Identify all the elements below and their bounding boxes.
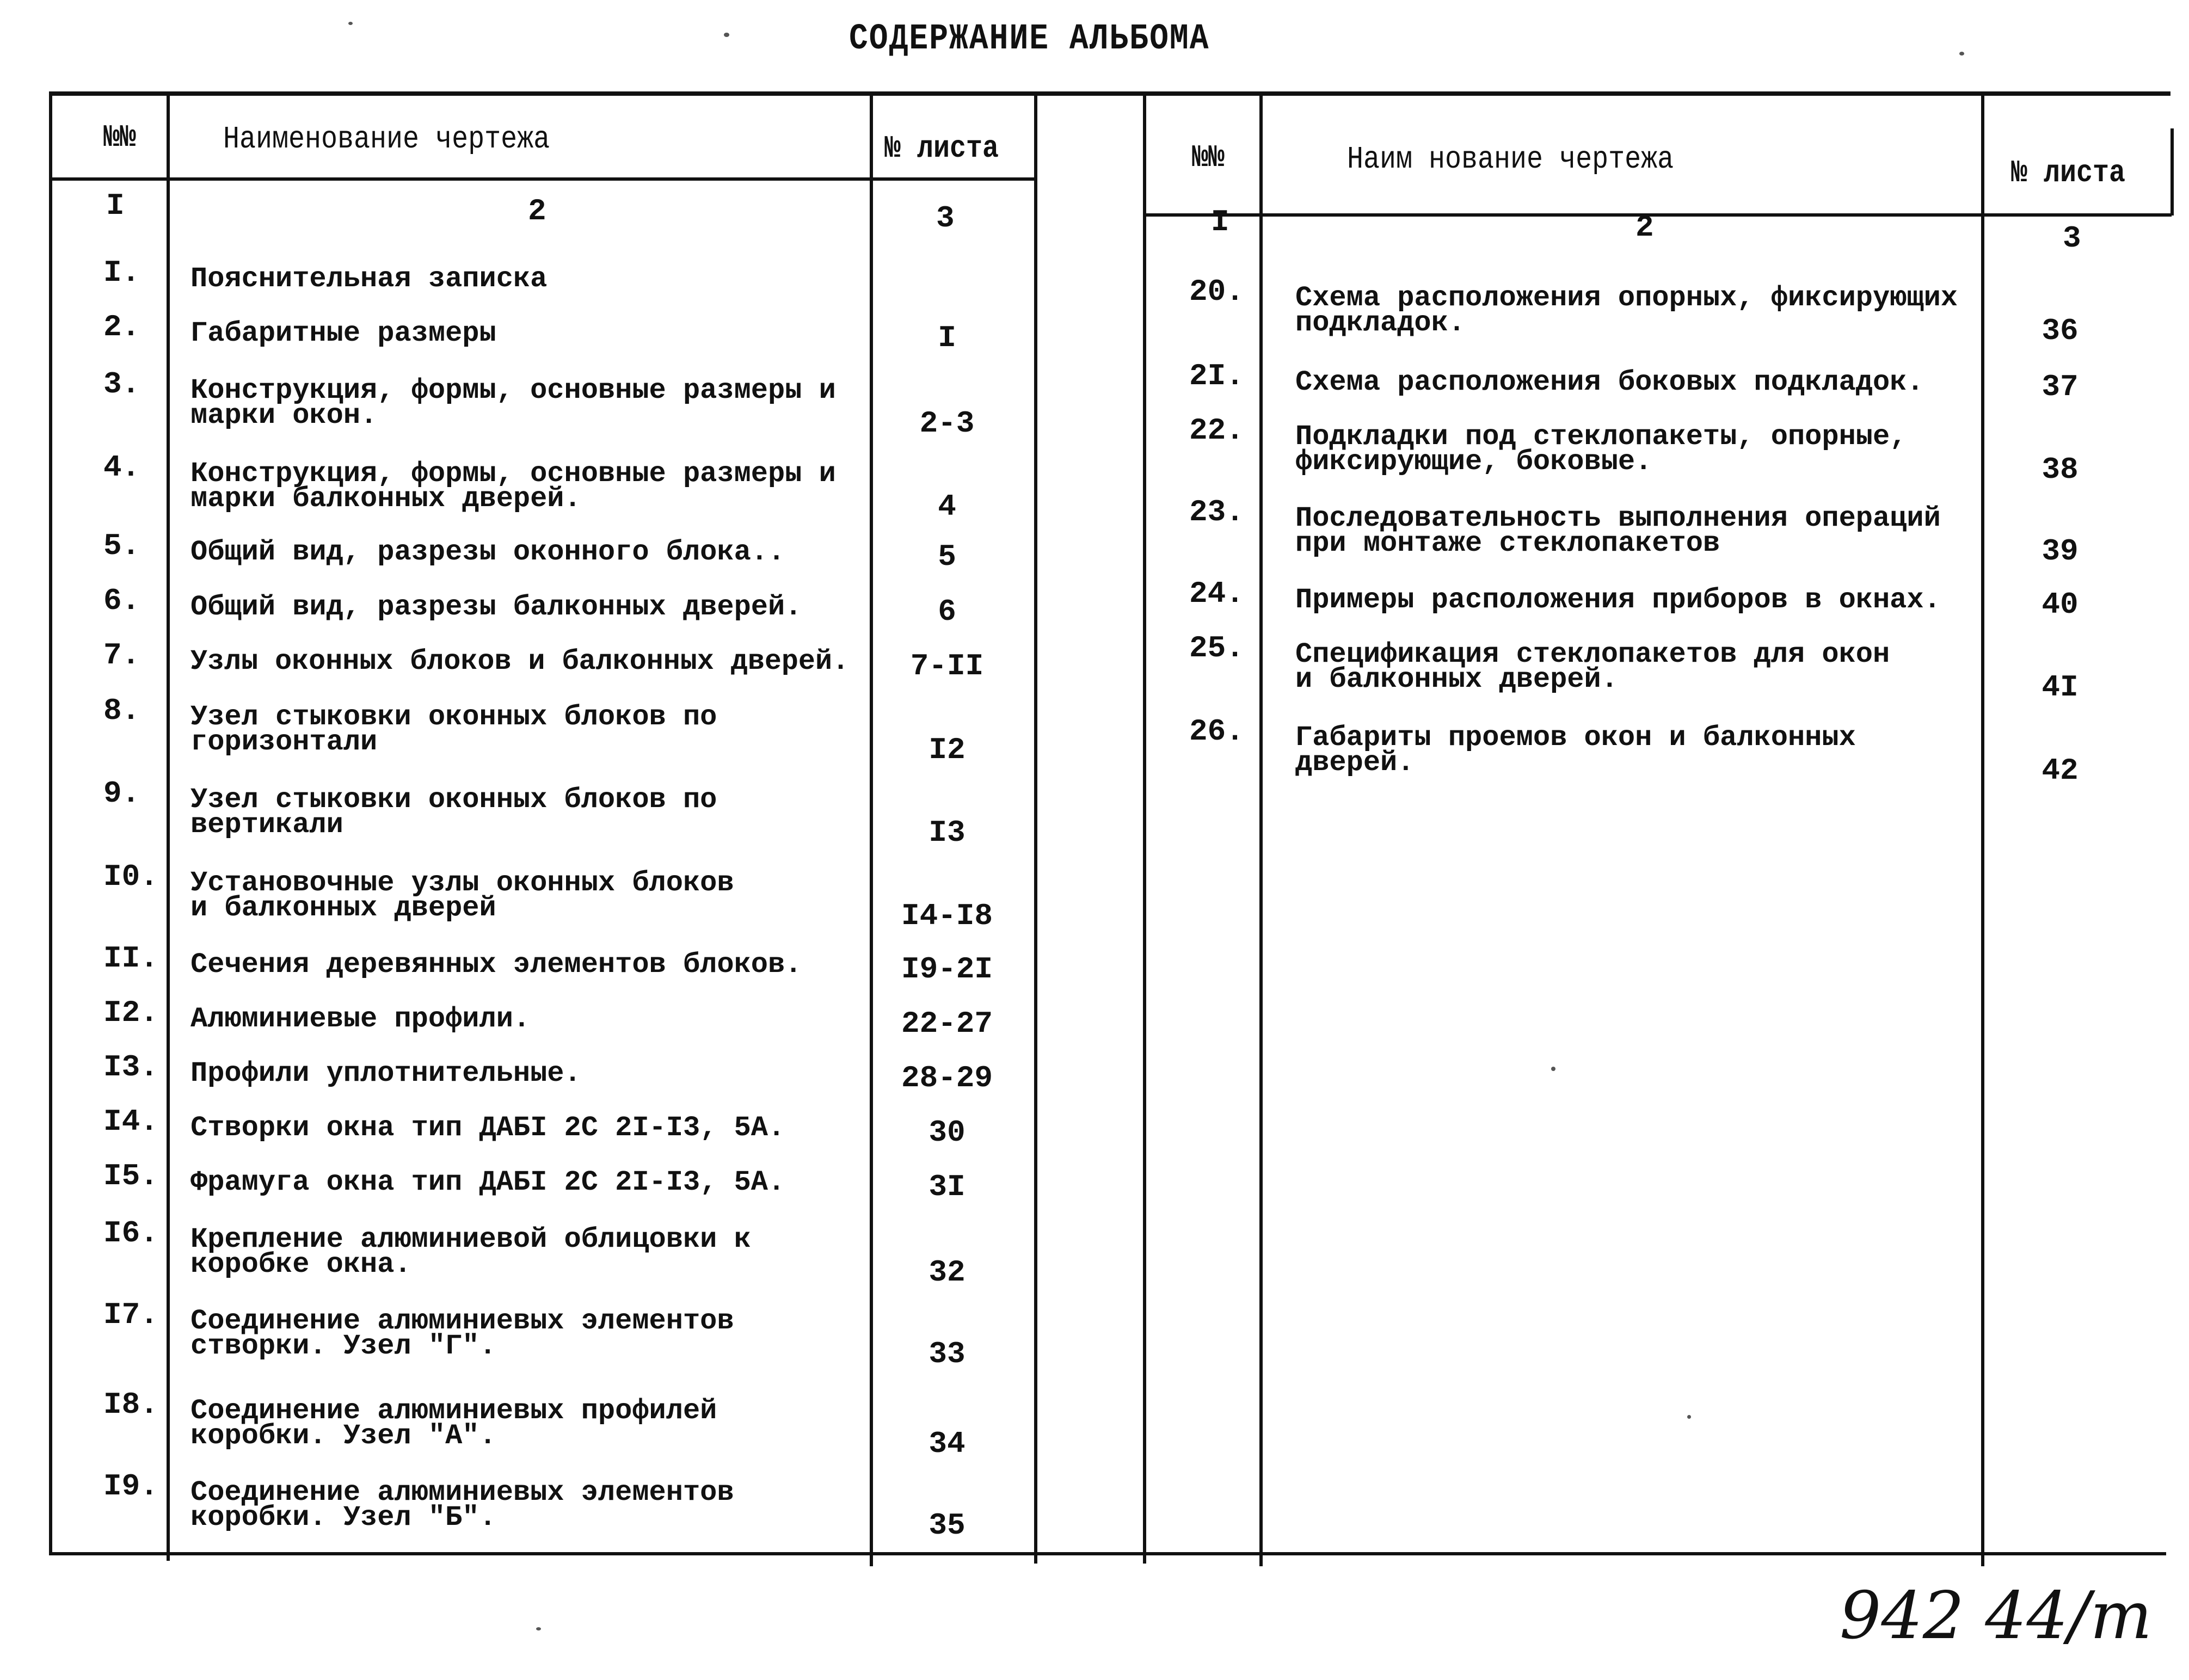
left-row-title: Фрамуга окна тип ДАБI 2С 2I-I3, 5А.	[190, 1166, 785, 1198]
right-row-number: 20.	[1189, 274, 1244, 309]
left-row-title: марки балконных дверей.	[190, 483, 581, 515]
left-row-title: марки окон.	[190, 399, 378, 432]
left-row-title: и балконных дверей	[190, 892, 496, 924]
left-row-number: II.	[103, 941, 158, 976]
scan-speck	[724, 33, 729, 37]
right-row-sheet: 38	[2042, 452, 2079, 487]
left-row-title: Общий вид, разрезы оконного блока..	[190, 536, 785, 568]
left-row-sheet: I2	[929, 733, 966, 767]
left-row-number: 5.	[103, 528, 140, 563]
right-row-number: 23.	[1189, 495, 1244, 530]
left-row-sheet: I9-2I	[901, 952, 993, 987]
left-row-title: вертикали	[190, 809, 343, 841]
right-row-title: подкладок.	[1295, 307, 1466, 339]
col-index-right-1: I	[1211, 205, 1229, 239]
left-row-sheet: 32	[929, 1255, 966, 1290]
header-left-name: Наименование чертежа	[223, 121, 550, 158]
left-row-number: 9.	[103, 776, 140, 811]
left-row-number: I6.	[103, 1216, 158, 1251]
left-row-title: Узел стыковки оконных блоков по	[190, 701, 717, 733]
left-row-number: I5.	[103, 1159, 158, 1193]
left-row-sheet: I	[938, 321, 956, 355]
left-row-sheet: 5	[938, 539, 956, 574]
left-row-sheet: 3I	[929, 1170, 966, 1204]
right-row-number: 24.	[1189, 576, 1244, 611]
left-row-sheet: 7-II	[910, 649, 984, 684]
handwritten-archive-number: 942 44/т	[1840, 1578, 2153, 1654]
left-row-title: Алюминиевые профили.	[190, 1003, 531, 1035]
col-index-left-1: I	[106, 188, 125, 223]
divider-blank-col	[1034, 91, 1037, 1564]
left-row-title: коробки. Узел "Б".	[190, 1501, 496, 1534]
divider-left-sheet	[870, 91, 873, 1566]
divider-left-num	[167, 91, 170, 1561]
left-row-number: I8.	[103, 1387, 158, 1422]
left-row-number: I4.	[103, 1104, 158, 1139]
table-right-edge	[2170, 128, 2174, 216]
left-row-title: Узлы оконных блоков и балконных дверей.	[190, 645, 849, 678]
right-row-title: Габариты проемов окон и балконных	[1295, 722, 1856, 754]
right-row-sheet: 42	[2042, 753, 2079, 788]
left-row-sheet: 34	[929, 1426, 966, 1461]
left-row-number: 3.	[103, 367, 140, 402]
header-right-name: Наим нование чертежа	[1347, 141, 1674, 178]
col-index-left-3: 3	[936, 201, 955, 236]
right-row-number: 2I.	[1189, 359, 1244, 393]
left-row-number: 2.	[103, 310, 140, 344]
header-right-sheet: № листа	[2011, 155, 2126, 192]
scan-speck	[1687, 1415, 1691, 1419]
right-row-title: Последовательность выполнения операций	[1295, 502, 1941, 534]
left-row-sheet: 28-29	[901, 1061, 993, 1096]
left-row-title: Общий вид, разрезы балконных дверей.	[190, 591, 802, 623]
right-row-title: Схема расположения опорных, фиксирующих	[1295, 282, 1958, 314]
header-rule-right	[1143, 213, 2172, 217]
right-row-title: при монтаже стеклопакетов	[1295, 527, 1720, 559]
left-row-title: Сечения деревянных элементов блоков.	[190, 949, 802, 981]
right-row-number: 22.	[1189, 413, 1244, 448]
left-row-sheet: I3	[929, 815, 966, 850]
right-row-number: 25.	[1189, 631, 1244, 666]
scan-speck	[536, 1627, 541, 1630]
left-row-title: коробке окна.	[190, 1248, 411, 1281]
right-row-sheet: 36	[2042, 313, 2079, 348]
right-row-title: и балконных дверей.	[1295, 663, 1618, 696]
scan-speck	[1959, 52, 1964, 56]
header-right-num: №№	[1192, 140, 1225, 176]
left-row-title: створки. Узел "Г".	[190, 1330, 496, 1362]
left-row-title: Конструкция, формы, основные размеры и	[190, 374, 836, 407]
left-row-number: I.	[103, 255, 140, 290]
right-row-title: Примеры расположения приборов в окнах.	[1295, 584, 1941, 616]
col-index-left-2: 2	[528, 194, 546, 229]
right-row-title: фиксирующие, боковые.	[1295, 446, 1652, 478]
left-row-number: I3.	[103, 1050, 158, 1085]
col-index-right-2: 2	[1635, 210, 1654, 245]
left-row-title: Габаритные размеры	[190, 317, 496, 349]
scan-speck	[348, 22, 353, 25]
left-row-number: 4.	[103, 450, 140, 485]
left-row-sheet: 6	[938, 594, 956, 629]
left-row-sheet: 2-3	[919, 406, 975, 441]
left-row-number: I0.	[103, 859, 158, 894]
left-row-sheet: I4-I8	[901, 899, 993, 933]
left-row-number: I7.	[103, 1297, 158, 1332]
left-row-title: Соединение алюминиевых элементов	[190, 1476, 734, 1509]
left-row-title: Крепление алюминиевой облицовки к	[190, 1223, 751, 1256]
left-row-title: Пояснительная записка	[190, 263, 548, 295]
right-row-sheet: 40	[2042, 587, 2079, 622]
divider-right-num	[1259, 91, 1263, 1566]
left-row-title: Соединение алюминиевых элементов	[190, 1305, 734, 1337]
divider-right-sheet	[1981, 91, 1984, 1566]
left-row-sheet: 22-27	[901, 1006, 993, 1041]
header-left-num: №№	[103, 120, 137, 156]
left-row-title: Соединение алюминиевых профилей	[190, 1395, 717, 1427]
left-row-title: Узел стыковки оконных блоков по	[190, 784, 717, 816]
left-row-number: 6.	[103, 583, 140, 618]
left-row-title: коробки. Узел "А".	[190, 1420, 496, 1452]
left-row-sheet: 30	[929, 1115, 966, 1150]
left-row-title: горизонтали	[190, 726, 378, 758]
right-row-sheet: 39	[2042, 534, 2079, 569]
divider-right-start	[1143, 91, 1146, 1564]
right-row-number: 26.	[1189, 714, 1244, 749]
left-row-number: 7.	[103, 638, 140, 673]
left-row-sheet: 4	[938, 489, 956, 524]
left-row-sheet: 35	[929, 1508, 966, 1543]
left-row-number: I9.	[103, 1469, 158, 1504]
left-row-title: Конструкция, формы, основные размеры и	[190, 458, 836, 490]
left-row-number: 8.	[103, 693, 140, 728]
album-title: СОДЕРЖАНИЕ АЛЬБОМА	[849, 19, 1210, 60]
header-rule-left	[49, 177, 1034, 181]
col-index-right-3: 3	[2063, 221, 2081, 256]
table-bottom-rule	[49, 1552, 2166, 1555]
right-row-title: дверей.	[1295, 747, 1415, 779]
header-left-sheet: № листа	[884, 131, 999, 167]
right-row-title: Схема расположения боковых подкладок.	[1295, 366, 1924, 398]
left-row-title: Установочные узлы оконных блоков	[190, 867, 734, 899]
left-row-title: Створки окна тип ДАБI 2С 2I-I3, 5А.	[190, 1112, 785, 1144]
right-row-title: Спецификация стеклопакетов для окон	[1295, 638, 1890, 670]
scan-speck	[1551, 1067, 1555, 1071]
right-row-title: Подкладки под стеклопакеты, опорные,	[1295, 421, 1907, 453]
left-row-sheet: 33	[929, 1337, 966, 1371]
left-row-number: I2.	[103, 995, 158, 1030]
right-row-sheet: 37	[2042, 370, 2079, 404]
left-row-title: Профили уплотнительные.	[190, 1057, 581, 1090]
right-row-sheet: 4I	[2042, 670, 2079, 705]
